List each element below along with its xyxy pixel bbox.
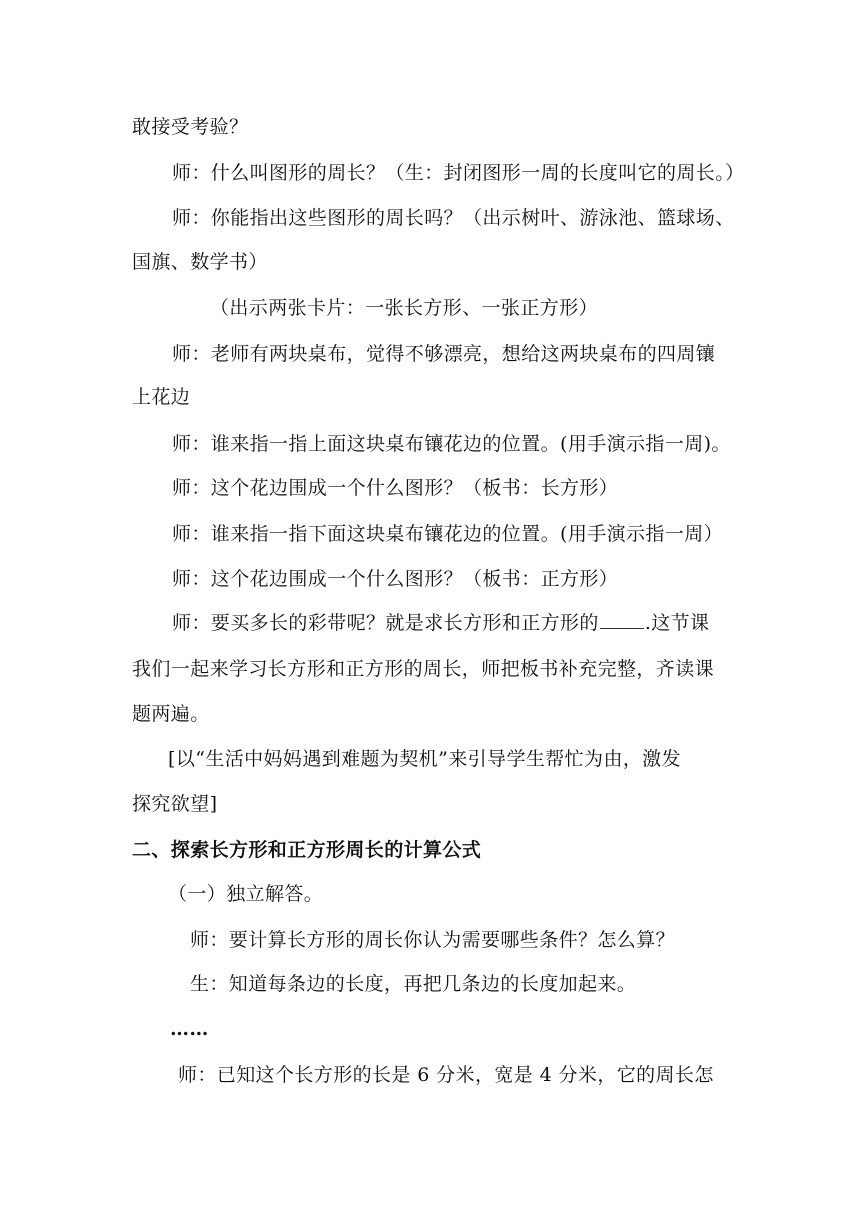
text-line: 国旗、数学书） [132,251,268,273]
text-line: 生：知道每条边的长度，再把几条边的长度加起来。 [190,973,637,995]
text-line: 敢接受考验？ [132,116,249,138]
text-line: （一）独立解答。 [168,883,324,905]
blank-line-after: .这节课 [644,612,710,634]
fill-in-blank-line [172,609,709,637]
answer-blank [600,610,644,629]
text-line: 师：这个花边围成一个什么图形？（板书：长方形） [172,477,619,499]
section-heading: 二、探索长方形和正方形周长的计算公式 [132,839,482,861]
text-line: （出示两张卡片：一张长方形、一张正方形） [210,297,599,319]
text-line: 师：你能指出这些图形的周长吗？（出示树叶、游泳池、篮球场、 [172,207,735,229]
blank-line-before: 师：要买多长的彩带呢？就是求长方形和正方形的 [172,612,599,634]
text-line: 师：这个花边围成一个什么图形？（板书：正方形） [172,568,619,590]
text-line: 师：已知这个长方形的长是 6 分米，宽是 4 分米，它的周长怎 [178,1064,714,1086]
text-line: 上花边 [132,386,191,408]
text-line: 师：谁来指一指下面这块桌布镶花边的位置。(用手演示指一周） [172,523,724,545]
text-line: 探究欲望] [132,793,218,815]
text-line: 题两遍。 [132,703,210,725]
text-line: 师：什么叫图形的周长？（生：封闭图形一周的长度叫它的周长。） [172,162,745,184]
text-line: 师：老师有两块桌布，觉得不够漂亮，想给这两块桌布的四周镶 [172,343,716,365]
text-line: 我们一起来学习长方形和正方形的周长，师把板书补充完整，齐读课 [132,658,715,680]
text-line: [以“生活中妈妈遇到难题为契机”来引导学生帮忙为由，激发 [168,748,682,770]
text-line: 师：谁来指一指上面这块桌布镶花边的位置。(用手演示指一周)。 [172,433,731,455]
ellipsis-line: …… [170,1018,209,1040]
text-line: 师：要计算长方形的周长你认为需要哪些条件？怎么算？ [190,929,676,951]
